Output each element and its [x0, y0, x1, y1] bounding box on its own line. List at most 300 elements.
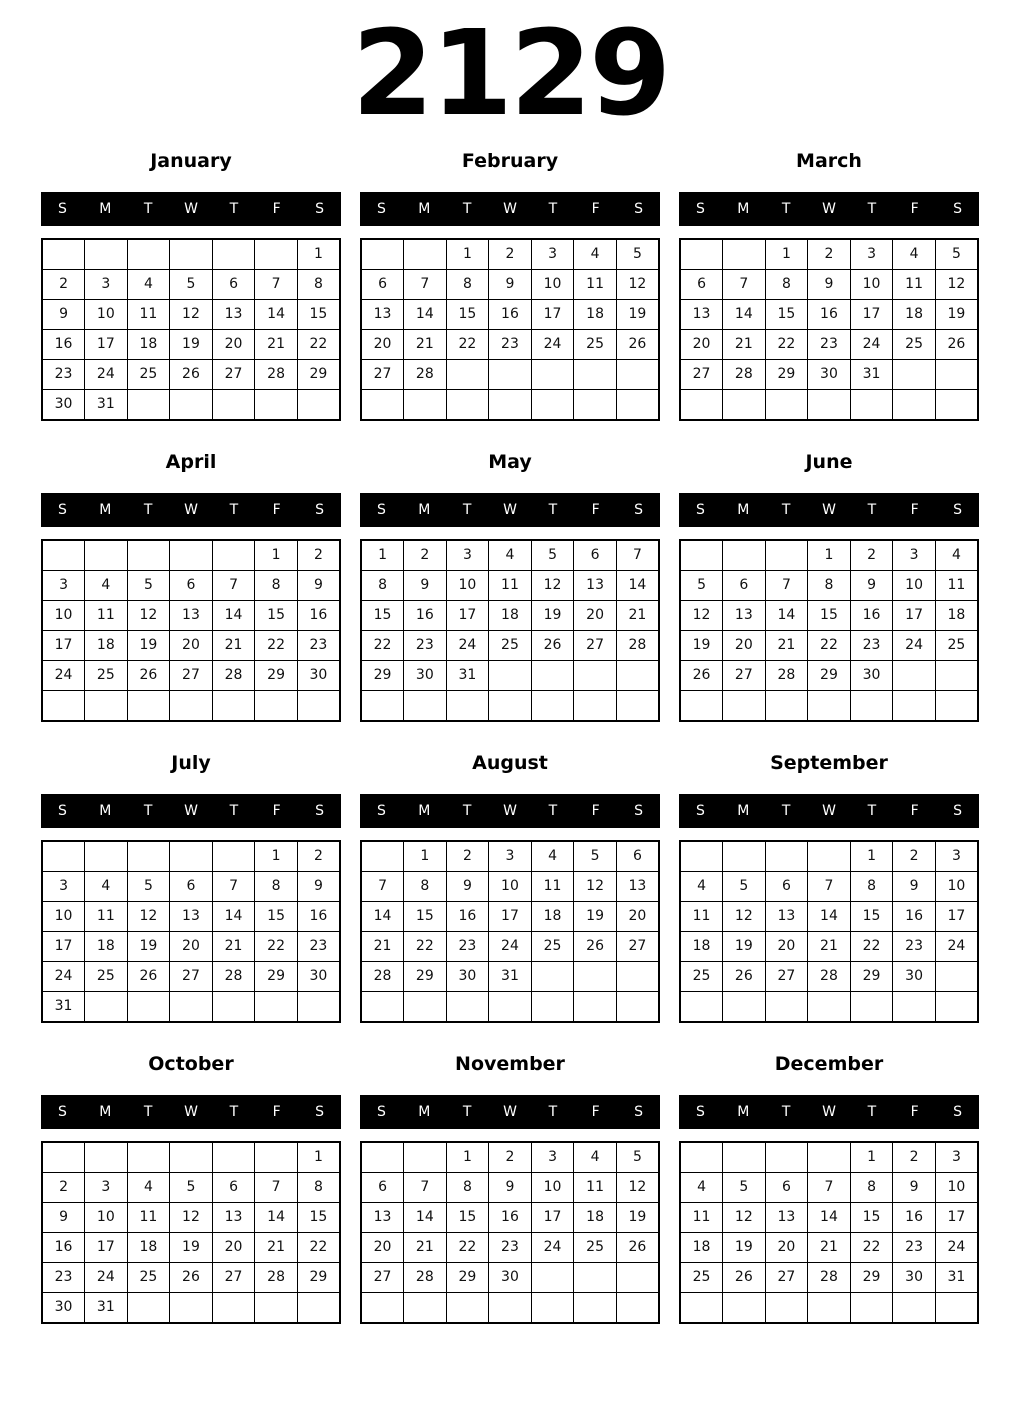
date-grid	[679, 1141, 979, 1324]
date-cell: 27	[170, 962, 213, 992]
weekday-header-cell: M	[99, 502, 112, 518]
date-cell: 25	[574, 1233, 617, 1263]
empty-date-cell	[531, 691, 574, 722]
empty-date-cell	[893, 691, 936, 722]
date-cell: 27	[212, 360, 255, 390]
date-cell: 7	[212, 872, 255, 902]
empty-date-cell	[808, 1293, 851, 1324]
date-cell: 2	[489, 239, 532, 270]
date-cell: 25	[85, 962, 128, 992]
empty-date-cell	[85, 239, 128, 270]
empty-date-cell	[170, 390, 213, 421]
week-row	[42, 571, 340, 601]
empty-date-cell	[935, 691, 978, 722]
date-cell: 1	[255, 540, 298, 571]
date-cell: 27	[765, 1263, 808, 1293]
empty-date-cell	[531, 360, 574, 390]
date-cell: 30	[404, 661, 447, 691]
date-cell: 9	[42, 300, 85, 330]
date-cell: 4	[680, 1173, 723, 1203]
weekday-header-bar	[679, 1095, 979, 1129]
weekday-header-cell: T	[867, 803, 877, 819]
empty-date-cell	[489, 691, 532, 722]
empty-date-cell	[127, 841, 170, 872]
weekday-header-cell: W	[822, 1104, 836, 1120]
date-cell: 4	[893, 239, 936, 270]
month-title: June	[805, 451, 853, 473]
date-cell: 28	[404, 360, 447, 390]
weekday-header-cell: M	[737, 201, 750, 217]
weekday-header-cell: F	[591, 1104, 600, 1120]
empty-date-cell	[127, 1293, 170, 1324]
date-cell: 30	[446, 962, 489, 992]
date-cell: 2	[42, 1173, 85, 1203]
date-cell: 10	[85, 300, 128, 330]
date-cell: 21	[212, 631, 255, 661]
date-cell: 10	[446, 571, 489, 601]
empty-date-cell	[404, 1293, 447, 1324]
date-cell: 8	[765, 270, 808, 300]
date-cell: 9	[808, 270, 851, 300]
date-cell: 5	[170, 1173, 213, 1203]
empty-date-cell	[255, 992, 298, 1023]
empty-date-cell	[893, 390, 936, 421]
date-cell: 24	[42, 962, 85, 992]
month-block-june	[679, 443, 979, 722]
week-row	[680, 1263, 978, 1293]
date-cell: 1	[297, 1142, 340, 1173]
empty-date-cell	[212, 992, 255, 1023]
date-cell: 13	[361, 300, 404, 330]
date-cell: 6	[616, 841, 659, 872]
date-cell: 28	[808, 1263, 851, 1293]
week-row	[361, 1293, 659, 1324]
date-cell: 26	[935, 330, 978, 360]
date-cell: 20	[212, 330, 255, 360]
date-cell: 15	[765, 300, 808, 330]
date-cell: 3	[531, 239, 574, 270]
date-cell: 10	[935, 1173, 978, 1203]
date-cell: 17	[850, 300, 893, 330]
date-cell: 18	[85, 631, 128, 661]
empty-date-cell	[42, 1142, 85, 1173]
date-cell: 18	[127, 330, 170, 360]
date-cell: 17	[935, 902, 978, 932]
weekday-header-cell: M	[418, 201, 431, 217]
date-cell: 10	[850, 270, 893, 300]
week-row	[42, 601, 340, 631]
weekday-header-bar	[679, 192, 979, 226]
date-cell: 3	[42, 872, 85, 902]
weekday-header-cell: M	[418, 1104, 431, 1120]
date-cell: 15	[297, 300, 340, 330]
empty-date-cell	[935, 992, 978, 1023]
empty-date-cell	[531, 390, 574, 421]
weekday-header-cell: S	[695, 201, 705, 217]
date-cell: 29	[361, 661, 404, 691]
date-cell: 30	[42, 390, 85, 421]
date-cell: 3	[489, 841, 532, 872]
weekday-header-cell: T	[143, 1104, 153, 1120]
date-cell: 11	[574, 270, 617, 300]
date-cell: 18	[489, 601, 532, 631]
empty-date-cell	[85, 1142, 128, 1173]
weekday-header-cell: S	[953, 803, 963, 819]
weekday-header-cell: S	[376, 1104, 386, 1120]
date-cell: 17	[935, 1203, 978, 1233]
date-cell: 23	[808, 330, 851, 360]
week-row	[680, 300, 978, 330]
date-cell: 2	[404, 540, 447, 571]
month-title: May	[488, 451, 532, 473]
empty-date-cell	[255, 1293, 298, 1324]
week-row	[42, 902, 340, 932]
empty-date-cell	[127, 1142, 170, 1173]
date-cell: 18	[127, 1233, 170, 1263]
date-cell: 19	[170, 330, 213, 360]
date-cell: 16	[489, 300, 532, 330]
date-cell: 25	[489, 631, 532, 661]
date-cell: 5	[935, 239, 978, 270]
date-cell: 23	[489, 330, 532, 360]
date-cell: 22	[850, 932, 893, 962]
weekday-header-cell: M	[99, 1104, 112, 1120]
week-row	[361, 330, 659, 360]
weekday-header-cell: T	[781, 1104, 791, 1120]
date-cell: 3	[850, 239, 893, 270]
date-cell: 4	[85, 571, 128, 601]
date-cell: 29	[446, 1263, 489, 1293]
week-row	[42, 270, 340, 300]
empty-date-cell	[616, 691, 659, 722]
date-cell: 14	[808, 1203, 851, 1233]
date-cell: 20	[212, 1233, 255, 1263]
week-row	[42, 691, 340, 722]
empty-date-cell	[723, 540, 766, 571]
date-cell: 27	[723, 661, 766, 691]
date-cell: 9	[297, 571, 340, 601]
date-cell: 25	[935, 631, 978, 661]
date-cell: 18	[85, 932, 128, 962]
week-row	[361, 962, 659, 992]
date-grid	[360, 840, 660, 1023]
empty-date-cell	[361, 841, 404, 872]
weekday-header-cell: S	[953, 502, 963, 518]
week-row	[361, 841, 659, 872]
date-cell: 7	[212, 571, 255, 601]
date-cell: 1	[297, 239, 340, 270]
date-cell: 8	[808, 571, 851, 601]
date-cell: 21	[765, 631, 808, 661]
date-cell: 1	[850, 1142, 893, 1173]
weekday-header-cell: S	[634, 502, 644, 518]
date-cell: 13	[170, 902, 213, 932]
date-grid	[679, 539, 979, 722]
empty-date-cell	[489, 992, 532, 1023]
date-cell: 1	[808, 540, 851, 571]
date-cell: 4	[680, 872, 723, 902]
date-cell: 3	[893, 540, 936, 571]
date-cell: 29	[850, 962, 893, 992]
weekday-header-bar	[679, 794, 979, 828]
empty-date-cell	[765, 540, 808, 571]
date-cell: 5	[723, 872, 766, 902]
weekday-header-bar	[41, 794, 341, 828]
date-cell: 4	[127, 1173, 170, 1203]
date-cell: 29	[255, 661, 298, 691]
date-cell: 24	[531, 330, 574, 360]
date-cell: 22	[255, 631, 298, 661]
weekday-header-cell: S	[57, 1104, 67, 1120]
date-cell: 13	[212, 1203, 255, 1233]
week-row	[361, 1263, 659, 1293]
date-cell: 24	[893, 631, 936, 661]
month-block-april	[41, 443, 341, 722]
weekday-header-cell: W	[184, 803, 198, 819]
empty-date-cell	[446, 390, 489, 421]
date-cell: 22	[850, 1233, 893, 1263]
date-cell: 24	[85, 360, 128, 390]
week-row	[680, 992, 978, 1023]
date-cell: 25	[531, 932, 574, 962]
empty-date-cell	[723, 992, 766, 1023]
date-cell: 3	[85, 270, 128, 300]
date-cell: 7	[404, 1173, 447, 1203]
week-row	[361, 571, 659, 601]
date-cell: 25	[127, 1263, 170, 1293]
empty-date-cell	[85, 691, 128, 722]
week-row	[361, 902, 659, 932]
weekday-header-cell: F	[591, 803, 600, 819]
date-cell: 6	[765, 1173, 808, 1203]
date-cell: 18	[680, 1233, 723, 1263]
date-cell: 3	[446, 540, 489, 571]
weekday-header-cell: W	[503, 1104, 517, 1120]
week-row	[680, 239, 978, 270]
week-row	[42, 992, 340, 1023]
date-cell: 19	[680, 631, 723, 661]
date-cell: 22	[404, 932, 447, 962]
empty-date-cell	[616, 1293, 659, 1324]
date-cell: 1	[255, 841, 298, 872]
empty-date-cell	[574, 360, 617, 390]
date-cell: 6	[574, 540, 617, 571]
date-cell: 18	[574, 300, 617, 330]
date-cell: 9	[42, 1203, 85, 1233]
week-row	[680, 1293, 978, 1324]
weekday-header-cell: T	[462, 502, 472, 518]
empty-date-cell	[616, 661, 659, 691]
weekday-header-cell: T	[229, 201, 239, 217]
date-cell: 31	[446, 661, 489, 691]
date-cell: 25	[893, 330, 936, 360]
empty-date-cell	[297, 1293, 340, 1324]
weekday-header-bar	[360, 1095, 660, 1129]
date-cell: 10	[935, 872, 978, 902]
week-row	[42, 661, 340, 691]
empty-date-cell	[446, 1293, 489, 1324]
date-cell: 11	[680, 902, 723, 932]
empty-date-cell	[404, 390, 447, 421]
date-cell: 23	[42, 360, 85, 390]
empty-date-cell	[935, 390, 978, 421]
empty-date-cell	[127, 390, 170, 421]
weekday-header-cell: S	[953, 1104, 963, 1120]
date-cell: 4	[935, 540, 978, 571]
date-cell: 11	[531, 872, 574, 902]
date-cell: 3	[85, 1173, 128, 1203]
date-cell: 23	[297, 631, 340, 661]
month-block-july	[41, 744, 341, 1023]
date-cell: 21	[808, 932, 851, 962]
empty-date-cell	[935, 962, 978, 992]
weekday-header-cell: F	[910, 803, 919, 819]
date-cell: 2	[297, 540, 340, 571]
date-cell: 18	[680, 932, 723, 962]
date-cell: 27	[574, 631, 617, 661]
date-cell: 27	[616, 932, 659, 962]
date-cell: 18	[935, 601, 978, 631]
date-cell: 5	[574, 841, 617, 872]
weekday-header-cell: W	[184, 1104, 198, 1120]
empty-date-cell	[723, 691, 766, 722]
weekday-header-cell: F	[910, 201, 919, 217]
date-cell: 21	[212, 932, 255, 962]
date-cell: 26	[531, 631, 574, 661]
empty-date-cell	[893, 992, 936, 1023]
date-cell: 18	[574, 1203, 617, 1233]
date-cell: 26	[127, 962, 170, 992]
date-cell: 15	[255, 601, 298, 631]
date-cell: 15	[850, 902, 893, 932]
weekday-header-cell: W	[822, 201, 836, 217]
date-cell: 7	[723, 270, 766, 300]
empty-date-cell	[446, 691, 489, 722]
date-cell: 29	[850, 1263, 893, 1293]
weekday-header-cell: W	[184, 201, 198, 217]
week-row	[680, 691, 978, 722]
date-cell: 2	[893, 1142, 936, 1173]
date-cell: 12	[127, 902, 170, 932]
weekday-header-cell: M	[737, 502, 750, 518]
date-cell: 18	[531, 902, 574, 932]
weekday-header-cell: S	[695, 803, 705, 819]
date-cell: 13	[723, 601, 766, 631]
weekday-header-cell: T	[229, 1104, 239, 1120]
date-cell: 26	[680, 661, 723, 691]
week-row	[680, 601, 978, 631]
empty-date-cell	[808, 691, 851, 722]
empty-date-cell	[42, 841, 85, 872]
date-cell: 13	[574, 571, 617, 601]
empty-date-cell	[893, 1293, 936, 1324]
date-cell: 24	[935, 1233, 978, 1263]
date-cell: 10	[42, 902, 85, 932]
week-row	[361, 1203, 659, 1233]
date-cell: 26	[723, 962, 766, 992]
empty-date-cell	[361, 1293, 404, 1324]
week-row	[361, 932, 659, 962]
empty-date-cell	[404, 992, 447, 1023]
date-cell: 16	[893, 902, 936, 932]
date-cell: 20	[680, 330, 723, 360]
date-grid	[679, 840, 979, 1023]
date-cell: 22	[297, 1233, 340, 1263]
empty-date-cell	[212, 691, 255, 722]
date-cell: 14	[404, 1203, 447, 1233]
date-cell: 29	[765, 360, 808, 390]
date-cell: 7	[808, 1173, 851, 1203]
weekday-header-cell: S	[376, 803, 386, 819]
date-cell: 7	[765, 571, 808, 601]
date-cell: 12	[170, 300, 213, 330]
date-cell: 17	[531, 300, 574, 330]
date-cell: 30	[42, 1293, 85, 1324]
date-cell: 26	[723, 1263, 766, 1293]
date-cell: 10	[85, 1203, 128, 1233]
date-cell: 12	[723, 1203, 766, 1233]
date-cell: 16	[850, 601, 893, 631]
date-cell: 21	[255, 330, 298, 360]
date-cell: 21	[361, 932, 404, 962]
date-cell: 5	[616, 239, 659, 270]
empty-date-cell	[893, 661, 936, 691]
date-cell: 22	[808, 631, 851, 661]
empty-date-cell	[255, 239, 298, 270]
empty-date-cell	[680, 239, 723, 270]
empty-date-cell	[935, 1293, 978, 1324]
weekday-header-cell: S	[57, 803, 67, 819]
date-cell: 20	[170, 932, 213, 962]
date-cell: 19	[723, 1233, 766, 1263]
weekday-header-bar	[41, 493, 341, 527]
weekday-header-cell: S	[376, 502, 386, 518]
date-cell: 26	[170, 360, 213, 390]
date-cell: 22	[446, 330, 489, 360]
date-cell: 7	[255, 270, 298, 300]
empty-date-cell	[170, 1293, 213, 1324]
date-cell: 6	[680, 270, 723, 300]
date-cell: 28	[212, 962, 255, 992]
date-cell: 19	[723, 932, 766, 962]
date-cell: 29	[808, 661, 851, 691]
date-cell: 8	[255, 872, 298, 902]
empty-date-cell	[850, 992, 893, 1023]
date-cell: 14	[723, 300, 766, 330]
date-cell: 24	[935, 932, 978, 962]
date-cell: 15	[446, 1203, 489, 1233]
week-row	[680, 631, 978, 661]
date-cell: 17	[531, 1203, 574, 1233]
weekday-header-cell: S	[57, 502, 67, 518]
date-grid	[360, 539, 660, 722]
empty-date-cell	[808, 1142, 851, 1173]
month-title: December	[774, 1053, 884, 1075]
date-cell: 26	[616, 330, 659, 360]
date-cell: 25	[85, 661, 128, 691]
empty-date-cell	[489, 360, 532, 390]
date-cell: 1	[446, 1142, 489, 1173]
date-cell: 5	[723, 1173, 766, 1203]
week-row	[42, 932, 340, 962]
date-cell: 20	[170, 631, 213, 661]
empty-date-cell	[170, 992, 213, 1023]
date-cell: 26	[616, 1233, 659, 1263]
week-row	[42, 540, 340, 571]
date-cell: 13	[765, 1203, 808, 1233]
date-cell: 6	[361, 270, 404, 300]
weekday-header-cell: W	[503, 502, 517, 518]
